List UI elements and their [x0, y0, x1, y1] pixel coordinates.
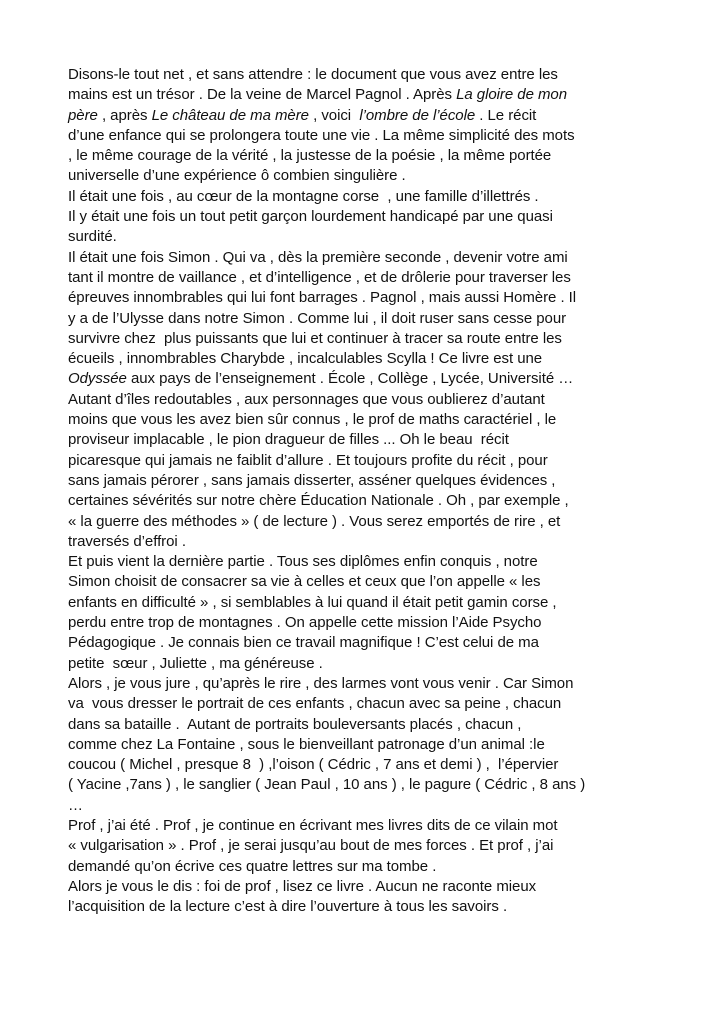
- text-segment: l’acquisition de la lecture c’est à dire l’ouverture à tous les savoirs .: [68, 898, 508, 916]
- text-segment: va vous dresser le portrait de ces enfants , chacun avec sa peine , chacun: [68, 695, 562, 713]
- text-segment: survivre chez plus puissants que lui et continuer à tracer sa route entre les: [68, 329, 562, 347]
- text-segment: enfants en difficulté » , si semblables à lui quand il était petit gamin corse ,: [68, 593, 557, 611]
- text-line: [68, 877, 668, 897]
- text-segment: mains est un trésor . De la veine de Marcel Pagnol . Après: [68, 86, 457, 104]
- document-body: [68, 65, 668, 917]
- text-segment: Il y était une fois un tout petit garçon lourdement handicapé par une quasi: [68, 208, 553, 226]
- text-segment: Autant d’îles redoutables , aux personnages que vous oublierez d’autant: [68, 390, 545, 408]
- text-segment: picaresque qui jamais ne faiblit d’allure . Et toujours profite du récit , pour: [68, 451, 548, 469]
- text-line: [68, 227, 668, 247]
- text-segment: …: [68, 796, 83, 814]
- text-segment: « vulgarisation » . Prof , je serai jusqu’au bout de mes forces . Et prof , j’ai: [68, 837, 554, 855]
- text-segment: demandé qu’on écrive ces quatre lettres sur ma tombe .: [68, 857, 437, 875]
- text-line: [68, 816, 668, 836]
- italic-title-text: l’ombre de l’école: [359, 106, 476, 124]
- italic-title-text: La gloire de mon: [456, 86, 568, 104]
- text-segment: aux pays de l’enseignement . École , Collège , Lycée, Université …: [126, 370, 574, 388]
- text-segment: coucou ( Michel , presque 8 ) ,l’oison ( Cédric , 7 ans et demi ) , l’épervier: [68, 756, 559, 774]
- text-line: [68, 613, 668, 633]
- text-line: [68, 796, 668, 816]
- text-segment: . Le récit: [475, 106, 537, 124]
- text-line: [68, 593, 668, 613]
- text-line: [68, 715, 668, 735]
- text-segment: , le même courage de la vérité , la justesse de la poésie , la même portée: [68, 147, 552, 165]
- text-segment: y a de l’Ulysse dans notre Simon . Comme lui , il doit ruser sans cesse pour: [68, 309, 567, 327]
- text-segment: ( Yacine ,7ans ) , le sanglier ( Jean Paul , 10 ans ) , le pagure ( Cédric , 8 ans ): [68, 776, 586, 794]
- italic-title-text: Le château de ma mère: [151, 106, 309, 124]
- text-line: [68, 755, 668, 775]
- text-segment: Disons-le tout net , et sans attendre : le document que vous avez entre les: [68, 66, 558, 83]
- text-segment: petite sœur , Juliette , ma généreuse .: [68, 654, 323, 672]
- text-line: [68, 633, 668, 653]
- text-segment: tant il montre de vaillance , et d’intelligence , et de drôlerie pour traverser les: [68, 268, 571, 286]
- text-line: [68, 166, 668, 186]
- text-line: [68, 390, 668, 410]
- text-segment: surdité.: [68, 228, 117, 246]
- text-line: [68, 836, 668, 856]
- text-line: [68, 146, 668, 166]
- text-line: [68, 735, 668, 755]
- text-line: [68, 207, 668, 227]
- italic-title-text: Odyssée: [68, 370, 127, 388]
- text-segment: dans sa bataille . Autant de portraits bouleversants placés , chacun ,: [68, 715, 522, 733]
- text-segment: comme chez La Fontaine , sous le bienveillant patronage d’un animal :le: [68, 735, 545, 753]
- text-line: [68, 897, 668, 917]
- text-line: [68, 268, 668, 288]
- text-line: [68, 857, 668, 877]
- text-segment: , voici: [308, 106, 360, 124]
- text-segment: certaines sévérités sur notre chère Éducation Nationale . Oh , par exemple ,: [68, 492, 569, 510]
- text-line: [68, 694, 668, 714]
- text-line: [68, 471, 668, 491]
- text-line: [68, 65, 668, 85]
- text-segment: sans jamais pérorer , sans jamais disserter, asséner quelques évidences ,: [68, 471, 556, 489]
- text-segment: perdu entre trop de montagnes . On appelle cette mission l’Aide Psycho: [68, 614, 542, 632]
- text-line: [68, 329, 668, 349]
- text-line: [68, 369, 668, 389]
- text-line: [68, 85, 668, 105]
- text-line: [68, 532, 668, 552]
- text-segment: d’une enfance qui se prolongera toute une vie . La même simplicité des mots: [68, 126, 575, 144]
- italic-title-text: père: [68, 106, 98, 124]
- text-line: [68, 430, 668, 450]
- text-segment: universelle d’une expérience ô combien singulière .: [68, 167, 406, 185]
- text-segment: proviseur implacable , le pion dragueur de filles ... Oh le beau récit: [68, 431, 509, 449]
- text-segment: « la guerre des méthodes » ( de lecture ) . Vous serez emportés de rire , et: [68, 512, 561, 530]
- text-line: [68, 451, 668, 471]
- text-line: [68, 248, 668, 268]
- text-line: [68, 288, 668, 308]
- text-segment: Prof , j’ai été . Prof , je continue en écrivant mes livres dits de ce vilain mot: [68, 816, 558, 834]
- text-segment: Et puis vient la dernière partie . Tous ses diplômes enfin conquis , notre: [68, 553, 538, 571]
- text-segment: Alors , je vous jure , qu’après le rire , des larmes vont vous venir . Car Simon: [68, 674, 574, 692]
- text-segment: écueils , innombrables Charybde , incalculables Scylla ! Ce livre est une: [68, 350, 543, 368]
- text-segment: Simon choisit de consacrer sa vie à celles et ceux que l’on appelle « les: [68, 573, 541, 591]
- text-line: [68, 187, 668, 207]
- text-segment: , après: [97, 106, 152, 124]
- text-line: [68, 572, 668, 592]
- text-line: [68, 512, 668, 532]
- text-line: [68, 410, 668, 430]
- text-segment: épreuves innombrables qui lui font barrages . Pagnol , mais aussi Homère . Il: [68, 289, 577, 307]
- text-line: [68, 491, 668, 511]
- text-segment: Pédagogique . Je connais bien ce travail magnifique ! C’est celui de ma: [68, 634, 539, 652]
- text-line: [68, 552, 668, 572]
- text-line: [68, 654, 668, 674]
- text-segment: traversés d’effroi .: [68, 532, 186, 550]
- text-line: [68, 126, 668, 146]
- text-line: [68, 775, 668, 795]
- text-segment: Alors je vous le dis : foi de prof , lisez ce livre . Aucun ne raconte mieux: [68, 877, 537, 895]
- text-line: [68, 674, 668, 694]
- text-segment: Il était une fois Simon . Qui va , dès la première seconde , devenir votre ami: [68, 248, 568, 266]
- text-segment: Il était une fois , au cœur de la montagne corse , une famille d’illettrés .: [68, 187, 539, 205]
- text-line: [68, 349, 668, 369]
- text-line: [68, 309, 668, 329]
- text-line: [68, 106, 668, 126]
- text-segment: moins que vous les avez bien sûr connus , le prof de maths caractériel , le: [68, 411, 557, 429]
